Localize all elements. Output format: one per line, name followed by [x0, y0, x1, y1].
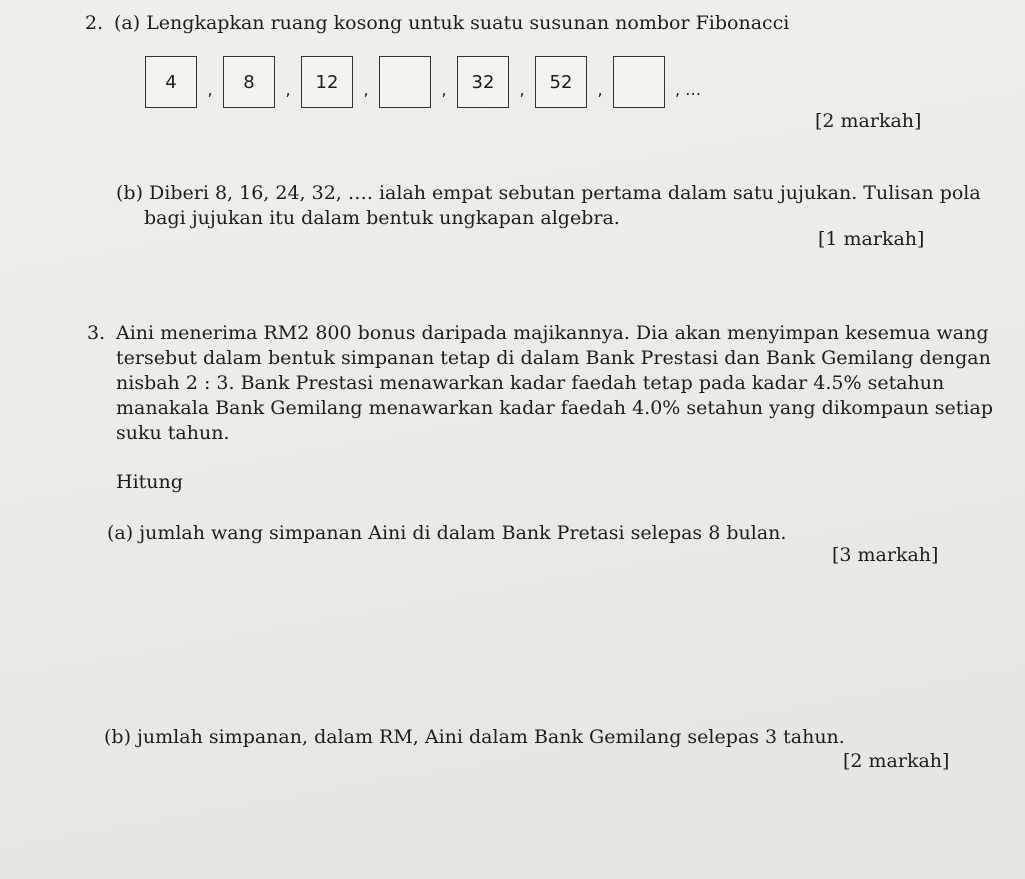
- question-3-line-5: suku tahun.: [116, 422, 230, 444]
- question-2a-marks: [2 markah]: [815, 110, 922, 132]
- sequence-box-5: 32: [457, 56, 509, 108]
- sequence-box-6: 52: [535, 56, 587, 108]
- question-3b-marks: [2 markah]: [843, 750, 950, 772]
- question-2b-line-1: (b) Diberi 8, 16, 24, 32, …. ialah empat sebutan pertama dalam satu jujukan. Tulisan pola: [116, 182, 981, 204]
- sequence-separator: ,: [363, 79, 369, 99]
- sequence-ellipsis: , …: [675, 79, 702, 99]
- question-3-number: 3.: [87, 322, 106, 344]
- sequence-box-1: 4: [145, 56, 197, 108]
- question-3b-text: (b) jumlah simpanan, dalam RM, Aini dalam Bank Gemilang selepas 3 tahun.: [104, 726, 845, 748]
- question-3-line-2: tersebut dalam bentuk simpanan tetap di dalam Bank Prestasi dan Bank Gemilang dengan: [116, 347, 991, 369]
- question-2-number: 2.: [85, 12, 104, 34]
- sequence-separator: ,: [597, 79, 603, 99]
- sequence-blank-box-4[interactable]: [379, 56, 431, 108]
- question-2b-marks: [1 markah]: [818, 228, 925, 250]
- question-3-line-3: nisbah 2 : 3. Bank Prestasi menawarkan kadar faedah tetap pada kadar 4.5% setahun: [116, 372, 945, 394]
- sequence-box-3: 12: [301, 56, 353, 108]
- question-3a-marks: [3 markah]: [832, 544, 939, 566]
- question-3a-text: (a) jumlah wang simpanan Aini di dalam Bank Pretasi selepas 8 bulan.: [107, 522, 787, 544]
- question-2a-text: (a) Lengkapkan ruang kosong untuk suatu susunan nombor Fibonacci: [114, 12, 790, 34]
- question-3-line-1: Aini menerima RM2 800 bonus daripada majikannya. Dia akan menyimpan kesemua wang: [116, 322, 989, 344]
- sequence-separator: ,: [285, 79, 291, 99]
- hitung-label: Hitung: [116, 471, 183, 493]
- sequence-separator: ,: [441, 79, 447, 99]
- sequence-blank-box-7[interactable]: [613, 56, 665, 108]
- sequence-box-2: 8: [223, 56, 275, 108]
- sequence-separator: ,: [519, 79, 525, 99]
- question-2b-line-2: bagi jujukan itu dalam bentuk ungkapan algebra.: [144, 207, 620, 229]
- sequence-separator: ,: [207, 79, 213, 99]
- fibonacci-sequence: [145, 56, 701, 108]
- question-3-line-4: manakala Bank Gemilang menawarkan kadar faedah 4.0% setahun yang dikompaun setiap: [116, 397, 993, 419]
